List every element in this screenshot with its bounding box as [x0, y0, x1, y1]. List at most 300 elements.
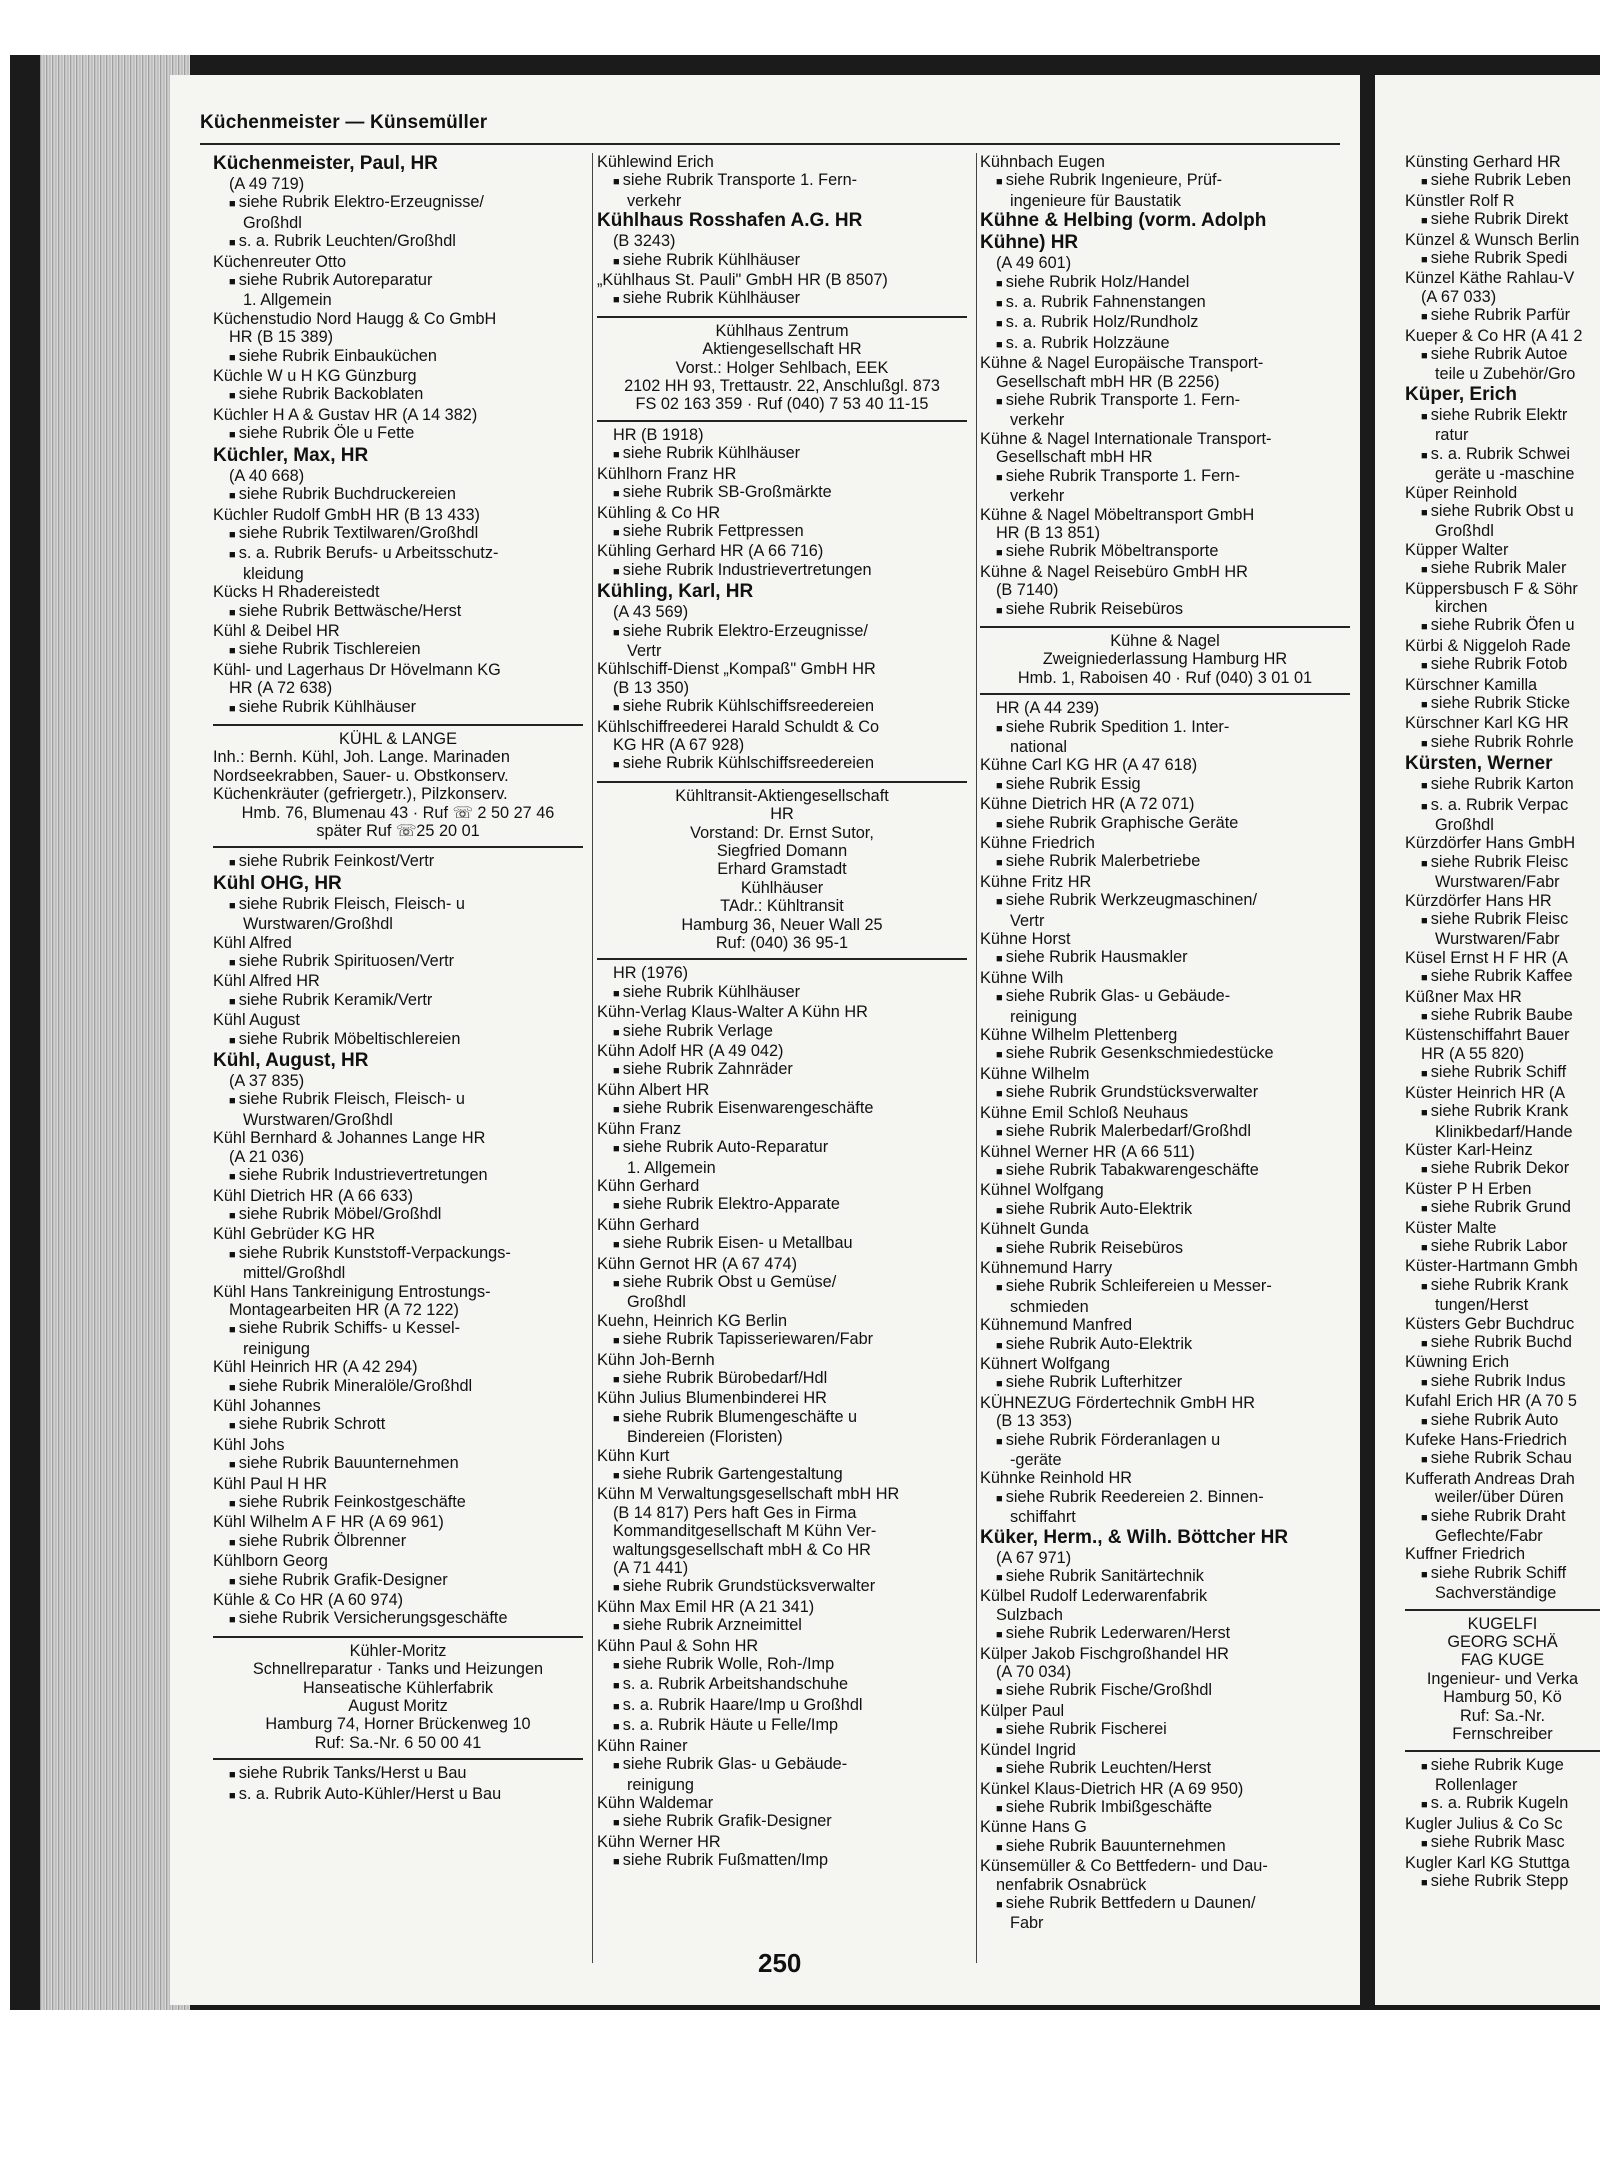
directory-entry-line: ■ siehe Rubrik Grund: [1405, 1198, 1600, 1218]
directory-entry-line: (A 71 441): [613, 1559, 689, 1578]
directory-entry-line: verkehr: [1010, 411, 1065, 430]
advertisement-line: Ruf: (040) 36 95-1: [715, 934, 849, 953]
directory-entry-line: Küchenkräuter (gefriergetr.), Pilzkonserv.: [213, 785, 508, 804]
directory-entry-line: HR (B 15 389): [229, 328, 334, 347]
directory-entry-line: ■ siehe Rubrik Kühlhäuser: [213, 698, 583, 718]
directory-entry-line: Kühl Bernhard & Johannes Lange HR: [213, 1129, 486, 1148]
directory-entry-line: Kühne Fritz HR: [980, 872, 1092, 891]
directory-entry-line: ■ siehe Rubrik Ingenieure, Prüf-: [980, 171, 1350, 191]
directory-entry-line: Rollenlager: [1435, 1775, 1518, 1794]
directory-entry-line: Kühne & Nagel Internationale Transport-: [980, 429, 1272, 448]
directory-entry-line: Kühl Johannes: [213, 1396, 321, 1415]
directory-entry-line: Kühn Albert HR: [597, 1080, 710, 1099]
directory-entry-line: Wurstwaren/Großhdl: [243, 915, 393, 934]
directory-entry-line: Kürzdörfer Hans HR: [1405, 891, 1552, 910]
advertisement-line: FS 02 163 359 · Ruf (040) 7 53 40 11-15: [635, 395, 929, 414]
advertisement-line: Kühler-Moritz: [349, 1641, 447, 1660]
directory-entry-line: Kühn M Verwaltungsgesellschaft mbH HR: [597, 1485, 900, 1504]
directory-entry-line: ■ siehe Rubrik Mineralöle/Großhdl: [213, 1377, 583, 1397]
directory-entry-line: Sachverständige: [1435, 1584, 1557, 1603]
directory-entry-line: Küster Heinrich HR (A: [1405, 1083, 1566, 1102]
directory-entry-line: ■ siehe Rubrik Fische/Großhdl: [980, 1681, 1350, 1701]
directory-entry-line: ■ siehe Rubrik Grafik-Designer: [213, 1571, 583, 1591]
entry-name-bold: Kühl, August, HR: [213, 1050, 369, 1072]
directory-entry-line: ■ siehe Rubrik Kühlhäuser: [597, 444, 967, 464]
entry-name-bold: Kühlhaus Rosshafen A.G. HR: [597, 210, 863, 232]
directory-entry-line: ■ siehe Rubrik Möbeltransporte: [980, 542, 1350, 562]
directory-entry-line: ■ siehe Rubrik Leben: [1405, 171, 1600, 191]
directory-entry-line: HR (B 13 851): [996, 523, 1101, 542]
advertisement-line: Hmb. 76, Blumenau 43 · Ruf ☏ 2 50 27 46: [241, 803, 555, 822]
advertisement-line: Hmb. 1, Raboisen 40 · Ruf (040) 3 01 01: [1017, 668, 1313, 687]
directory-entry-line: Kühlewind Erich: [597, 153, 714, 171]
directory-entry-line: Küster-Hartmann Gmbh: [1405, 1257, 1578, 1276]
directory-entry-line: ■ siehe Rubrik Bürobedarf/Hdl: [597, 1369, 967, 1389]
directory-entry-line: ■ siehe Rubrik Kühlschiffsreedereien: [597, 697, 967, 717]
directory-entry-line: HR (1976): [613, 964, 689, 983]
directory-entry-line: ■ siehe Rubrik Imbißgeschäfte: [980, 1798, 1350, 1818]
directory-entry-line: Großhdl: [1435, 522, 1494, 541]
directory-entry-line: ■ siehe Rubrik Schrott: [213, 1415, 583, 1435]
directory-entry-line: ■ siehe Rubrik Grafik-Designer: [597, 1812, 967, 1832]
directory-entry-line: ■ siehe Rubrik Keramik/Vertr: [213, 991, 583, 1011]
directory-entry-line: ■ siehe Rubrik Gartengestaltung: [597, 1465, 967, 1485]
directory-entry-line: ■ siehe Rubrik Transporte 1. Fern-: [597, 171, 967, 191]
directory-entry-line: ■ siehe Rubrik Ölbrenner: [213, 1532, 583, 1552]
directory-entry-line: Kühnemund Manfred: [980, 1316, 1133, 1335]
directory-entry-line: ■ s. a. Rubrik Berufs- u Arbeitsschutz-: [213, 544, 583, 564]
advertisement-line: später Ruf ☏25 20 01: [316, 822, 480, 840]
directory-entry-line: ■ siehe Rubrik Arzneimittel: [597, 1616, 967, 1636]
directory-entry-line: ■ siehe Rubrik Versicherungsgeschäfte: [213, 1609, 583, 1629]
directory-entry-line: Kühne Wilhelm: [980, 1064, 1090, 1083]
directory-entry-line: ■ siehe Rubrik Bauunternehmen: [980, 1837, 1350, 1857]
directory-entry-line: ■ siehe Rubrik Elektro-Erzeugnisse/: [213, 193, 583, 213]
directory-entry-line: ■ siehe Rubrik Eisenwarengeschäfte: [597, 1099, 967, 1119]
directory-entry-line: ■ siehe Rubrik Obst u Gemüse/: [597, 1273, 967, 1293]
divider-rule: [213, 724, 583, 726]
directory-entry-line: reinigung: [243, 1339, 310, 1358]
directory-entry-line: Kühl & Deibel HR: [213, 621, 340, 640]
entry-name-bold: Küper, Erich: [1405, 383, 1517, 405]
advertisement-line: Ruf: Sa.-Nr. 6 50 00 41: [314, 1733, 482, 1752]
directory-entry-line: Nordseekrabben, Sauer- u. Obstkonserv.: [213, 766, 509, 785]
advertisement-line: Kühlhaus Zentrum: [715, 321, 849, 340]
directory-entry-line: ■ siehe Rubrik Industrievertretungen: [213, 1166, 583, 1186]
directory-entry-line: Kühl Hans Tankreinigung Entrostungs-: [213, 1282, 491, 1301]
directory-entry-line: ■ siehe Rubrik SB-Großmärkte: [597, 483, 967, 503]
entry-name-bold: Küchler, Max, HR: [213, 444, 369, 466]
directory-entry-line: Kündel Ingrid: [980, 1740, 1076, 1759]
directory-entry-line: ■ siehe Rubrik Lederwaren/Herst: [980, 1624, 1350, 1644]
directory-entry-line: ■ siehe Rubrik Feinkostgeschäfte: [213, 1493, 583, 1513]
directory-entry-line: Kühne Emil Schloß Neuhaus: [980, 1103, 1189, 1122]
directory-entry-line: ■ siehe Rubrik Fleisch, Fleisch- u: [213, 895, 583, 915]
directory-entry-line: Küwning Erich: [1405, 1353, 1510, 1372]
column-divider: [976, 153, 977, 1963]
directory-entry-line: Kühn Franz: [597, 1119, 682, 1138]
divider-rule: [597, 420, 967, 422]
directory-entry-line: Kühnemund Harry: [980, 1258, 1113, 1277]
directory-entry-line: Künkel Klaus-Dietrich HR (A 69 950): [980, 1779, 1244, 1798]
directory-entry-line: schmieden: [1010, 1297, 1089, 1316]
directory-entry-line: ■ s. a. Rubrik Verpac: [1405, 796, 1600, 816]
directory-entry-line: Kühnel Wolfgang: [980, 1181, 1104, 1200]
directory-entry-line: Küster Malte: [1405, 1218, 1497, 1237]
directory-entry-line: ■ s. a. Rubrik Häute u Felle/Imp: [597, 1716, 967, 1736]
directory-entry-line: ■ siehe Rubrik Indus: [1405, 1372, 1600, 1392]
directory-entry-line: ■ siehe Rubrik Grundstücksverwalter: [597, 1577, 967, 1597]
entry-name-bold: Kühl OHG, HR: [213, 872, 342, 894]
directory-entry-line: ■ siehe Rubrik Krank: [1405, 1276, 1600, 1296]
directory-entry-line: Kühne Carl KG HR (A 47 618): [980, 756, 1198, 775]
column-4-cropped: [1405, 153, 1600, 1892]
directory-entry-line: Küchler H A & Gustav HR (A 14 382): [213, 405, 478, 424]
advertisement-line: August Moritz: [348, 1697, 448, 1716]
directory-entry-line: ■ siehe Rubrik Dekor: [1405, 1159, 1600, 1179]
directory-entry-line: ■ s. a. Rubrik Auto-Kühler/Herst u Bau: [213, 1785, 583, 1805]
directory-entry-line: ■ siehe Rubrik Kuge: [1405, 1756, 1600, 1776]
directory-entry-line: Kühne Dietrich HR (A 72 071): [980, 795, 1195, 814]
directory-entry-line: Kühn Gerhard: [597, 1215, 700, 1234]
directory-entry-line: ■ siehe Rubrik Autoe: [1405, 345, 1600, 365]
directory-entry-line: Kühnke Reinhold HR: [980, 1469, 1133, 1488]
directory-entry-line: Küchenreuter Otto: [213, 252, 347, 271]
directory-entry-line: HR (A 72 638): [229, 679, 333, 698]
directory-entry-line: ■ siehe Rubrik Einbauküchen: [213, 347, 583, 367]
directory-entry-line: Kürschner Karl KG HR: [1405, 714, 1569, 733]
directory-entry-line: verkehr: [627, 191, 682, 210]
directory-entry-line: ■ siehe Rubrik Tapisseriewaren/Fabr: [597, 1330, 967, 1350]
page-number: 250: [758, 1948, 802, 1978]
directory-entry-line: ■ siehe Rubrik Industrievertretungen: [597, 561, 967, 581]
directory-entry-line: ■ siehe Rubrik Bettfedern u Daunen/: [980, 1894, 1350, 1914]
entry-name-bold: Kühne) HR: [980, 232, 1079, 254]
advertisement-line: Vorstand: Dr. Ernst Sutor,: [690, 823, 874, 842]
directory-entry-line: ■ siehe Rubrik Fleisc: [1405, 853, 1600, 873]
directory-entry-line: ■ siehe Rubrik Möbel/Großhdl: [213, 1205, 583, 1225]
directory-entry-line: national: [1010, 737, 1068, 756]
directory-entry-line: ■ siehe Rubrik Buchd: [1405, 1333, 1600, 1353]
directory-entry-line: Künstler Rolf R: [1405, 191, 1515, 210]
directory-entry-line: ■ siehe Rubrik Karton: [1405, 775, 1600, 795]
running-head: Küchenmeister — Künsemüller: [200, 112, 488, 133]
directory-entry-line: Küsel Ernst H F HR (A: [1405, 948, 1568, 967]
directory-entry-line: ■ siehe Rubrik Auto-Elektrik: [980, 1200, 1350, 1220]
directory-entry-line: ■ siehe Rubrik Spedi: [1405, 249, 1600, 269]
column-1: [213, 153, 583, 1805]
directory-entry-line: Kühn Werner HR: [597, 1832, 721, 1851]
directory-entry-line: ■ siehe Rubrik Holz/Handel: [980, 273, 1350, 293]
advertisement-line: KUGELFI: [1467, 1614, 1538, 1633]
directory-entry-line: ingenieure für Baustatik: [1010, 191, 1182, 210]
directory-entry-line: Kufeke Hans-Friedrich: [1405, 1431, 1567, 1449]
entry-name-bold: Kühne & Helbing (vorm. Adolph: [980, 210, 1267, 232]
directory-entry-line: ■ siehe Rubrik Öle u Fette: [213, 424, 583, 444]
directory-entry-line: 1. Allgemein: [627, 1158, 716, 1177]
directory-entry-line: Wurstwaren/Großhdl: [243, 1110, 393, 1129]
directory-entry-line: ■ siehe Rubrik Kühlschiffsreedereien: [597, 754, 967, 774]
directory-entry-line: Geflechte/Fabr: [1435, 1527, 1543, 1546]
directory-entry-line: Kühn-Verlag Klaus-Walter A Kühn HR: [597, 1003, 868, 1022]
directory-entry-line: KÜHNEZUG Fördertechnik GmbH HR: [980, 1393, 1256, 1412]
directory-entry-line: ■ siehe Rubrik Fleisch, Fleisch- u: [213, 1090, 583, 1110]
directory-entry-line: ■ siehe Rubrik Leuchten/Herst: [980, 1759, 1350, 1779]
directory-entry-line: ■ siehe Rubrik Spedition 1. Inter-: [980, 718, 1350, 738]
directory-entry-line: (A 37 835): [229, 1072, 305, 1091]
advertisement-line: KÜHL & LANGE: [339, 729, 457, 748]
directory-entry-line: ■ siehe Rubrik Malerbetriebe: [980, 852, 1350, 872]
directory-entry-line: Kühl Heinrich HR (A 42 294): [213, 1358, 418, 1377]
directory-entry-line: ■ siehe Rubrik Verlage: [597, 1022, 967, 1042]
divider-rule: [213, 1758, 583, 1760]
divider-rule: [1405, 1750, 1600, 1752]
directory-entry-line: ■ siehe Rubrik Schau: [1405, 1449, 1600, 1469]
directory-entry-line: Kuffner Friedrich: [1405, 1545, 1526, 1564]
directory-entry-line: ■ siehe Rubrik Eisen- u Metallbau: [597, 1234, 967, 1254]
directory-entry-line: Kücks H Rhadereistedt: [213, 583, 380, 602]
directory-entry-line: ■ siehe Rubrik Bauunternehmen: [213, 1454, 583, 1474]
directory-entry-line: ■ siehe Rubrik Reisebüros: [980, 600, 1350, 620]
directory-entry-line: ■ siehe Rubrik Krank: [1405, 1102, 1600, 1122]
directory-entry-line: ■ siehe Rubrik Gesenkschmiedestücke: [980, 1044, 1350, 1064]
directory-entry-line: reinigung: [627, 1775, 694, 1794]
directory-entry-line: Kühl Gebrüder KG HR: [213, 1225, 375, 1244]
directory-entry-line: ■ siehe Rubrik Zahnräder: [597, 1060, 967, 1080]
directory-entry-line: -geräte: [1010, 1451, 1062, 1469]
advertisement-line: Zweigniederlassung Hamburg HR: [1042, 650, 1288, 669]
directory-entry-line: ■ siehe Rubrik Labor: [1405, 1237, 1600, 1257]
directory-entry-line: ■ siehe Rubrik Möbeltischlereien: [213, 1030, 583, 1050]
directory-entry-line: ■ siehe Rubrik Kaffee: [1405, 967, 1600, 987]
directory-entry-line: ■ siehe Rubrik Spirituosen/Vertr: [213, 952, 583, 972]
directory-entry-line: ■ siehe Rubrik Lufterhitzer: [980, 1373, 1350, 1393]
directory-entry-line: Kühn Max Emil HR (A 21 341): [597, 1597, 815, 1616]
directory-entry-line: ■ siehe Rubrik Fischerei: [980, 1720, 1350, 1740]
directory-entry-line: Kürbi & Niggeloh Rade: [1405, 636, 1571, 655]
directory-entry-line: Kühn Rainer: [597, 1736, 688, 1755]
entry-name-bold: Kürsten, Werner: [1405, 753, 1553, 775]
directory-entry-line: ■ siehe Rubrik Kühlhäuser: [597, 289, 967, 309]
directory-entry-line: (A 49 719): [229, 175, 305, 193]
directory-entry-line: Kühlhorn Franz HR: [597, 464, 737, 483]
advertisement-line: Schnellreparatur · Tanks und Heizungen: [252, 1660, 544, 1679]
directory-entry-line: Kühl Alfred HR: [213, 972, 320, 991]
entry-name-bold: Kühling, Karl, HR: [597, 581, 754, 603]
directory-entry-line: weiler/über Düren: [1435, 1488, 1564, 1507]
directory-entry-line: ■ siehe Rubrik Draht: [1405, 1507, 1600, 1527]
directory-entry-line: ratur: [1435, 426, 1469, 445]
directory-entry-line: (A 21 036): [229, 1147, 305, 1166]
directory-entry-line: Kühne Horst: [980, 930, 1071, 949]
directory-entry-line: (A 67 971): [996, 1548, 1072, 1567]
directory-entry-line: HR (A 55 820): [1421, 1044, 1525, 1063]
header-rule: [200, 143, 1340, 145]
directory-entry-line: (A 70 034): [996, 1663, 1072, 1682]
directory-entry-line: Kommanditgesellschaft M Kühn Ver-: [613, 1522, 877, 1541]
directory-entry-line: KG HR (A 67 928): [613, 735, 745, 754]
advertisement-line: Siegfried Domann: [716, 842, 848, 860]
directory-entry-line: Kühnel Werner HR (A 66 511): [980, 1142, 1195, 1161]
directory-entry-line: ■ siehe Rubrik Hausmakler: [980, 948, 1350, 968]
directory-entry-line: ■ siehe Rubrik Werkzeugmaschinen/: [980, 891, 1350, 911]
directory-entry-line: ■ s. a. Rubrik Fahnenstangen: [980, 293, 1350, 313]
directory-entry-line: kleidung: [243, 564, 304, 583]
advertisement-line: Ingenieur- und Verka: [1426, 1669, 1579, 1688]
advertisement-line: Ruf: Sa.-Nr.: [1459, 1706, 1546, 1725]
directory-entry-line: Küchenstudio Nord Haugg & Co GmbH: [213, 309, 497, 328]
directory-entry-line: ■ siehe Rubrik Malerbedarf/Großhdl: [980, 1122, 1350, 1142]
directory-entry-line: ■ siehe Rubrik Elektr: [1405, 406, 1600, 426]
divider-rule: [213, 1636, 583, 1638]
advertisement-line: Aktiengesellschaft HR: [702, 340, 862, 359]
directory-entry-line: ■ siehe Rubrik Textilwaren/Großhdl: [213, 524, 583, 544]
divider-rule: [597, 781, 967, 783]
directory-entry-line: Küchler Rudolf GmbH HR (B 13 433): [213, 505, 480, 524]
directory-entry-line: ■ siehe Rubrik Öfen u: [1405, 616, 1600, 636]
directory-entry-line: Küchle W u H KG Günzburg: [213, 367, 417, 386]
directory-entry-line: mittel/Großhdl: [243, 1264, 346, 1283]
directory-entry-line: Kühne & Nagel Reisebüro GmbH HR: [980, 562, 1248, 581]
directory-entry-line: ■ siehe Rubrik Rohrle: [1405, 733, 1600, 753]
divider-rule: [597, 958, 967, 960]
directory-entry-line: Kühnbach Eugen: [980, 153, 1105, 171]
directory-entry-line: Küßner Max HR: [1405, 987, 1522, 1006]
directory-entry-line: Kürzdörfer Hans GmbH: [1405, 834, 1576, 853]
directory-entry-line: Kühling Gerhard HR (A 66 716): [597, 542, 824, 561]
directory-entry-line: (B 13 353): [996, 1412, 1073, 1431]
directory-entry-line: Kufferath Andreas Drah: [1405, 1469, 1575, 1488]
directory-entry-line: Kühle & Co HR (A 60 974): [213, 1591, 404, 1610]
directory-entry-line: ■ s. a. Rubrik Holzzäune: [980, 334, 1350, 354]
directory-entry-line: Großhdl: [243, 213, 302, 232]
directory-entry-line: Gesellschaft mbH HR (B 2256): [996, 372, 1220, 391]
directory-entry-line: ■ siehe Rubrik Baube: [1405, 1006, 1600, 1026]
directory-entry-line: ■ siehe Rubrik Schiffs- u Kessel-: [213, 1319, 583, 1339]
directory-entry-line: ■ s. a. Rubrik Schwei: [1405, 445, 1600, 465]
directory-entry-line: ■ siehe Rubrik Grundstücksverwalter: [980, 1083, 1350, 1103]
directory-entry-line: Kühl- und Lagerhaus Dr Hövelmann KG: [213, 660, 501, 679]
directory-entry-line: reinigung: [1010, 1007, 1077, 1026]
directory-entry-line: ■ siehe Rubrik Auto-Reparatur: [597, 1138, 967, 1158]
directory-entry-line: Sulzbach: [996, 1605, 1063, 1624]
directory-entry-line: Kürschner Kamilla: [1405, 675, 1538, 694]
directory-entry-line: HR (A 44 239): [996, 699, 1100, 718]
directory-entry-line: ■ siehe Rubrik Graphische Geräte: [980, 814, 1350, 834]
directory-entry-line: Wurstwaren/Fabr: [1435, 930, 1560, 949]
directory-entry-line: ■ siehe Rubrik Stepp: [1405, 1872, 1600, 1892]
directory-entry-line: ■ siehe Rubrik Kunststoff-Verpackungs-: [213, 1244, 583, 1264]
directory-entry-line: (A 43 569): [613, 603, 689, 622]
directory-entry-line: ■ siehe Rubrik Glas- u Gebäude-: [980, 987, 1350, 1007]
directory-entry-line: ■ siehe Rubrik Fußmatten/Imp: [597, 1851, 967, 1871]
directory-entry-line: ■ siehe Rubrik Förderanlagen u: [980, 1431, 1350, 1451]
directory-entry-line: Kühne Wilhelm Plettenberg: [980, 1026, 1178, 1045]
advertisement-line: Vorst.: Holger Sehlbach, EEK: [675, 358, 889, 377]
book-page-edges: [40, 55, 190, 2010]
directory-entry-line: Küpper Walter: [1405, 540, 1509, 559]
advertisement-line: Hanseatische Kühlerfabrik: [302, 1678, 494, 1697]
directory-entry-line: Kugler Julius & Co Sc: [1405, 1814, 1563, 1833]
directory-entry-line: ■ siehe Rubrik Obst u: [1405, 502, 1600, 522]
directory-entry-line: waltungsgesellschaft mbH & Co HR: [613, 1540, 871, 1559]
directory-entry-line: Kufahl Erich HR (A 70 5: [1405, 1392, 1577, 1411]
entry-name-bold: Küchenmeister, Paul, HR: [213, 153, 438, 174]
directory-entry-line: nenfabrik Osnabrück: [996, 1875, 1147, 1894]
directory-entry-line: Klinikbedarf/Hande: [1435, 1122, 1573, 1141]
directory-entry-line: Künsemüller & Co Bettfedern- und Dau-: [980, 1857, 1268, 1876]
directory-entry-line: geräte u -maschine: [1435, 465, 1575, 484]
advertisement-line: FAG KUGE: [1460, 1651, 1545, 1670]
directory-entry-line: ■ siehe Rubrik Kühlhäuser: [597, 983, 967, 1003]
directory-entry-line: ■ siehe Rubrik Schiff: [1405, 1063, 1600, 1083]
directory-entry-line: verkehr: [1010, 487, 1065, 506]
directory-entry-line: (A 49 601): [996, 254, 1072, 273]
directory-entry-line: ■ siehe Rubrik Wolle, Roh-/Imp: [597, 1655, 967, 1675]
directory-entry-line: ■ siehe Rubrik Schiff: [1405, 1564, 1600, 1584]
directory-entry-line: ■ siehe Rubrik Sticke: [1405, 694, 1600, 714]
advertisement-line: HR: [770, 805, 794, 824]
divider-rule: [1405, 1609, 1600, 1611]
advertisement-line: Kühlhäuser: [740, 878, 824, 897]
directory-entry-line: Kühlschiffreederei Harald Schuldt & Co: [597, 717, 880, 736]
directory-entry-line: ■ siehe Rubrik Schleifereien u Messer-: [980, 1277, 1350, 1297]
directory-entry-line: kirchen: [1435, 597, 1488, 616]
directory-entry-line: Küppersbusch F & Söhr: [1405, 579, 1578, 598]
column-divider: [592, 153, 593, 1963]
directory-entry-line: Kühl Paul H HR: [213, 1474, 328, 1493]
directory-entry-line: HR (B 1918): [613, 425, 704, 444]
directory-entry-line: Küster P H Erben: [1405, 1179, 1532, 1198]
advertisement-line: Erhard Gramstadt: [717, 860, 847, 879]
directory-entry-line: ■ siehe Rubrik Tanks/Herst u Bau: [213, 1764, 583, 1784]
directory-entry-line: Gesellschaft mbH HR: [996, 448, 1153, 467]
directory-entry-line: (B 7140): [996, 581, 1059, 600]
directory-entry-line: ■ siehe Rubrik Parfür: [1405, 306, 1600, 326]
directory-entry-line: schiffahrt: [1010, 1508, 1076, 1527]
directory-entry-line: ■ s. a. Rubrik Holz/Rundholz: [980, 313, 1350, 333]
advertisement-line: Hamburg 74, Horner Brückenweg 10: [265, 1715, 531, 1734]
directory-entry-line: ■ siehe Rubrik Transporte 1. Fern-: [980, 391, 1350, 411]
directory-entry-line: Küster Karl-Heinz: [1405, 1140, 1533, 1159]
column-3: [980, 153, 1350, 1933]
directory-entry-line: ■ s. a. Rubrik Kugeln: [1405, 1794, 1600, 1814]
directory-entry-line: Künsting Gerhard HR: [1405, 153, 1561, 171]
advertisement-line: Hamburg 50, Kö: [1443, 1688, 1562, 1707]
directory-entry-line: ■ s. a. Rubrik Arbeitshandschuhe: [597, 1675, 967, 1695]
directory-entry-line: Kühl August: [213, 1011, 300, 1030]
directory-entry-line: Küper Reinhold: [1405, 483, 1518, 502]
directory-entry-line: Kühnelt Gunda: [980, 1220, 1089, 1239]
directory-entry-line: (A 40 668): [229, 466, 305, 485]
directory-entry-line: ■ siehe Rubrik Tabakwarengeschäfte: [980, 1161, 1350, 1181]
directory-entry-line: Kühne & Nagel Europäische Transport-: [980, 354, 1264, 373]
directory-entry-line: Kühn Paul & Sohn HR: [597, 1636, 759, 1655]
directory-entry-line: ■ siehe Rubrik Blumengeschäfte u: [597, 1408, 967, 1428]
directory-entry-line: ■ siehe Rubrik Elektro-Erzeugnisse/: [597, 622, 967, 642]
directory-entry-line: ■ siehe Rubrik Feinkost/Vertr: [213, 852, 583, 872]
directory-entry-line: Kuehn, Heinrich KG Berlin: [597, 1311, 788, 1330]
directory-entry-line: ■ siehe Rubrik Autoreparatur: [213, 271, 583, 291]
directory-entry-line: Kühl Alfred: [213, 933, 292, 952]
directory-entry-line: Kugler Karl KG Stuttga: [1405, 1853, 1570, 1872]
directory-entry-line: Kühlschiff-Dienst „Kompaß" GmbH HR: [597, 660, 876, 679]
directory-entry-line: ■ siehe Rubrik Maler: [1405, 559, 1600, 579]
directory-entry-line: ■ siehe Rubrik Bettwäsche/Herst: [213, 602, 583, 622]
directory-entry-line: (B 3243): [613, 232, 676, 251]
directory-entry-line: Künzel Käthe Rahlau-V: [1405, 269, 1575, 288]
directory-entry-line: Küsters Gebr Buchdruc: [1405, 1314, 1575, 1333]
